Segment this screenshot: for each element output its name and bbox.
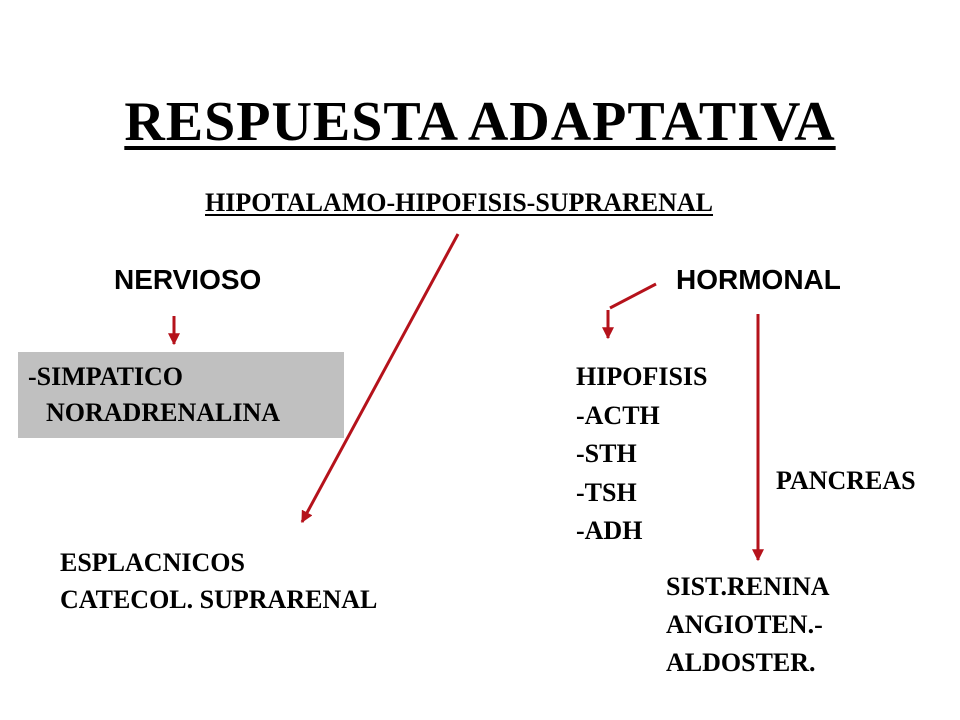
- pancreas-label: PANCREAS: [776, 466, 916, 495]
- connector-hormonal: [610, 284, 656, 308]
- noradrenaline-label: NORADRENALINA: [46, 398, 281, 427]
- sympathetic-label: -SIMPATICO: [28, 362, 184, 391]
- hormonal-branch-label: HORMONAL: [676, 264, 841, 295]
- renin-line: ALDOSTER.: [666, 648, 816, 677]
- hipofisis-item: -TSH: [576, 477, 637, 507]
- splanchnic-line: CATECOL. SUPRARENAL: [60, 585, 378, 614]
- nervous-branch-label: NERVIOSO: [114, 264, 262, 295]
- hipofisis-item: HIPOFISIS: [576, 362, 708, 391]
- renin-line: SIST.RENINA: [666, 572, 830, 601]
- axis-label: HIPOTALAMO-HIPOFISIS-SUPRARENAL: [205, 188, 714, 217]
- arrow-axis-to-splanchnic: [302, 234, 458, 522]
- renin-line: ANGIOTEN.-: [666, 610, 823, 639]
- hipofisis-item: -ADH: [576, 516, 643, 545]
- slide-title: RESPUESTA ADAPTATIVA: [124, 91, 836, 153]
- hipofisis-item: -ACTH: [576, 400, 660, 430]
- hipofisis-item: -STH: [576, 439, 637, 468]
- splanchnic-line: ESPLACNICOS: [60, 548, 245, 577]
